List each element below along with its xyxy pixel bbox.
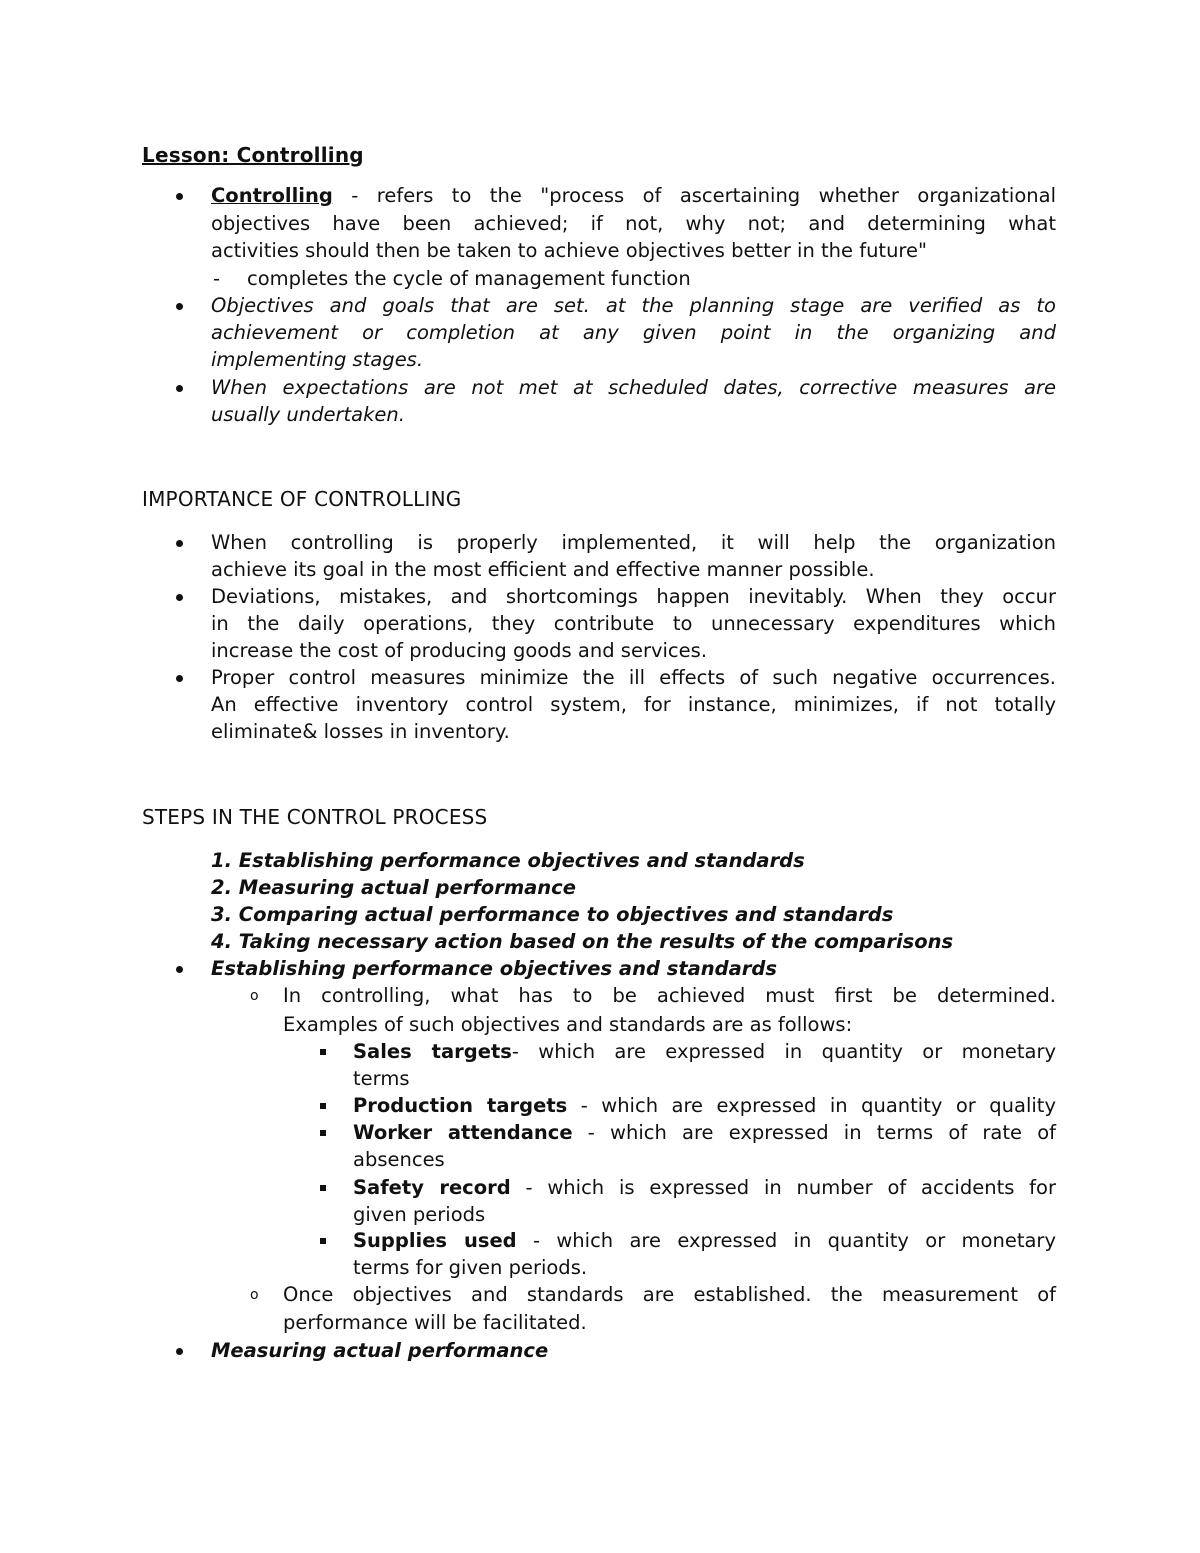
target-supplies-line-1: Supplies used - which are expressed in quantity or monetary bbox=[353, 1229, 1056, 1252]
bullet-dot bbox=[176, 303, 183, 310]
target-supplies-line-2: terms for given periods. bbox=[353, 1256, 588, 1279]
italic-point-2-line-1: When expectations are not met at scheduled dates, corrective measures are bbox=[211, 376, 1056, 399]
sub2-line-2: performance will be facilitated. bbox=[283, 1311, 587, 1334]
definition-line-2: objectives have been achieved; if not, why not; and determining what bbox=[211, 212, 1056, 235]
bullet-dot bbox=[176, 594, 183, 601]
target-production-line-1: Production targets - which are expressed in quantity or quality bbox=[353, 1094, 1056, 1117]
target-attendance-line-2: absences bbox=[353, 1148, 445, 1171]
sub1-line-2: Examples of such objectives and standards are as follows: bbox=[283, 1013, 853, 1036]
importance-2-line-2: in the daily operations, they contribute to unnecessary expenditures which bbox=[211, 612, 1056, 635]
importance-3-line-3: eliminate& losses in inventory. bbox=[211, 720, 510, 743]
bullet-dot bbox=[176, 675, 183, 682]
target-sales-line-2: terms bbox=[353, 1067, 410, 1090]
bullet-dot bbox=[176, 193, 183, 200]
italic-point-1-line-1: Objectives and goals that are set. at the planning stage are verified as to bbox=[211, 294, 1056, 317]
definition-line-1: Controlling - refers to the "process of ascertaining whether organizational bbox=[211, 184, 1056, 207]
italic-point-1-line-2: achievement or completion at any given point in the organizing and bbox=[211, 321, 1056, 344]
italic-point-1-line-3: implementing stages. bbox=[211, 348, 424, 371]
bullet-dot bbox=[176, 1348, 183, 1355]
importance-2-line-1: Deviations, mistakes, and shortcomings happen inevitably. When they occur bbox=[211, 585, 1056, 608]
circle-marker: o bbox=[250, 1287, 259, 1303]
step-3: 3. Comparing actual performance to objectives and standards bbox=[211, 903, 894, 926]
steps-heading: STEPS IN THE CONTROL PROCESS bbox=[142, 805, 488, 829]
target-term: Production targets bbox=[353, 1094, 568, 1117]
definition-term: Controlling bbox=[211, 184, 333, 207]
italic-point-2-line-2: usually undertaken. bbox=[211, 403, 405, 426]
dash-marker: - bbox=[213, 267, 221, 290]
importance-1-line-2: achieve its goal in the most efficient and effective manner possible. bbox=[211, 558, 875, 581]
target-term: Worker attendance bbox=[353, 1121, 573, 1144]
sub2-line-1: Once objectives and standards are established. the measurement of bbox=[283, 1283, 1056, 1306]
square-bullet bbox=[320, 1130, 326, 1136]
lesson-title: Lesson: Controlling bbox=[142, 143, 364, 167]
importance-3-line-2: An effective inventory control system, for instance, minimizes, if not totally bbox=[211, 693, 1056, 716]
square-bullet bbox=[320, 1185, 326, 1191]
bullet-dot bbox=[176, 385, 183, 392]
definition-line-3: activities should then be taken to achieve objectives better in the future" bbox=[211, 239, 927, 262]
importance-1-line-1: When controlling is properly implemented, it will help the organization bbox=[211, 531, 1056, 554]
square-bullet bbox=[320, 1049, 326, 1055]
target-safety-line-2: given periods bbox=[353, 1203, 486, 1226]
step-4: 4. Taking necessary action based on the results of the comparisons bbox=[211, 930, 954, 953]
importance-heading: IMPORTANCE OF CONTROLLING bbox=[142, 487, 462, 511]
target-sales-line-1: Sales targets- which are expressed in quantity or monetary bbox=[353, 1040, 1056, 1063]
definition-sub-point: completes the cycle of management function bbox=[247, 267, 691, 290]
step-1: 1. Establishing performance objectives and standards bbox=[211, 849, 805, 872]
sub1-line-1: In controlling, what has to be achieved must first be determined. bbox=[283, 984, 1056, 1007]
square-bullet bbox=[320, 1103, 326, 1109]
step-2: 2. Measuring actual performance bbox=[211, 876, 576, 899]
square-bullet bbox=[320, 1238, 326, 1244]
bullet-dot bbox=[176, 966, 183, 973]
importance-2-line-3: increase the cost of producing goods and services. bbox=[211, 639, 708, 662]
target-term: Safety record bbox=[353, 1176, 511, 1199]
target-term: Supplies used bbox=[353, 1229, 517, 1252]
circle-marker: o bbox=[250, 988, 259, 1004]
target-term: Sales targets bbox=[353, 1040, 512, 1063]
target-safety-line-1: Safety record - which is expressed in number of accidents for bbox=[353, 1176, 1056, 1199]
target-attendance-line-1: Worker attendance - which are expressed in terms of rate of bbox=[353, 1121, 1056, 1144]
bullet-dot bbox=[176, 540, 183, 547]
importance-3-line-1: Proper control measures minimize the ill effects of such negative occurrences. bbox=[211, 666, 1056, 689]
steps-bullet-2: Measuring actual performance bbox=[211, 1339, 549, 1362]
steps-bullet-1: Establishing performance objectives and standards bbox=[211, 957, 777, 980]
